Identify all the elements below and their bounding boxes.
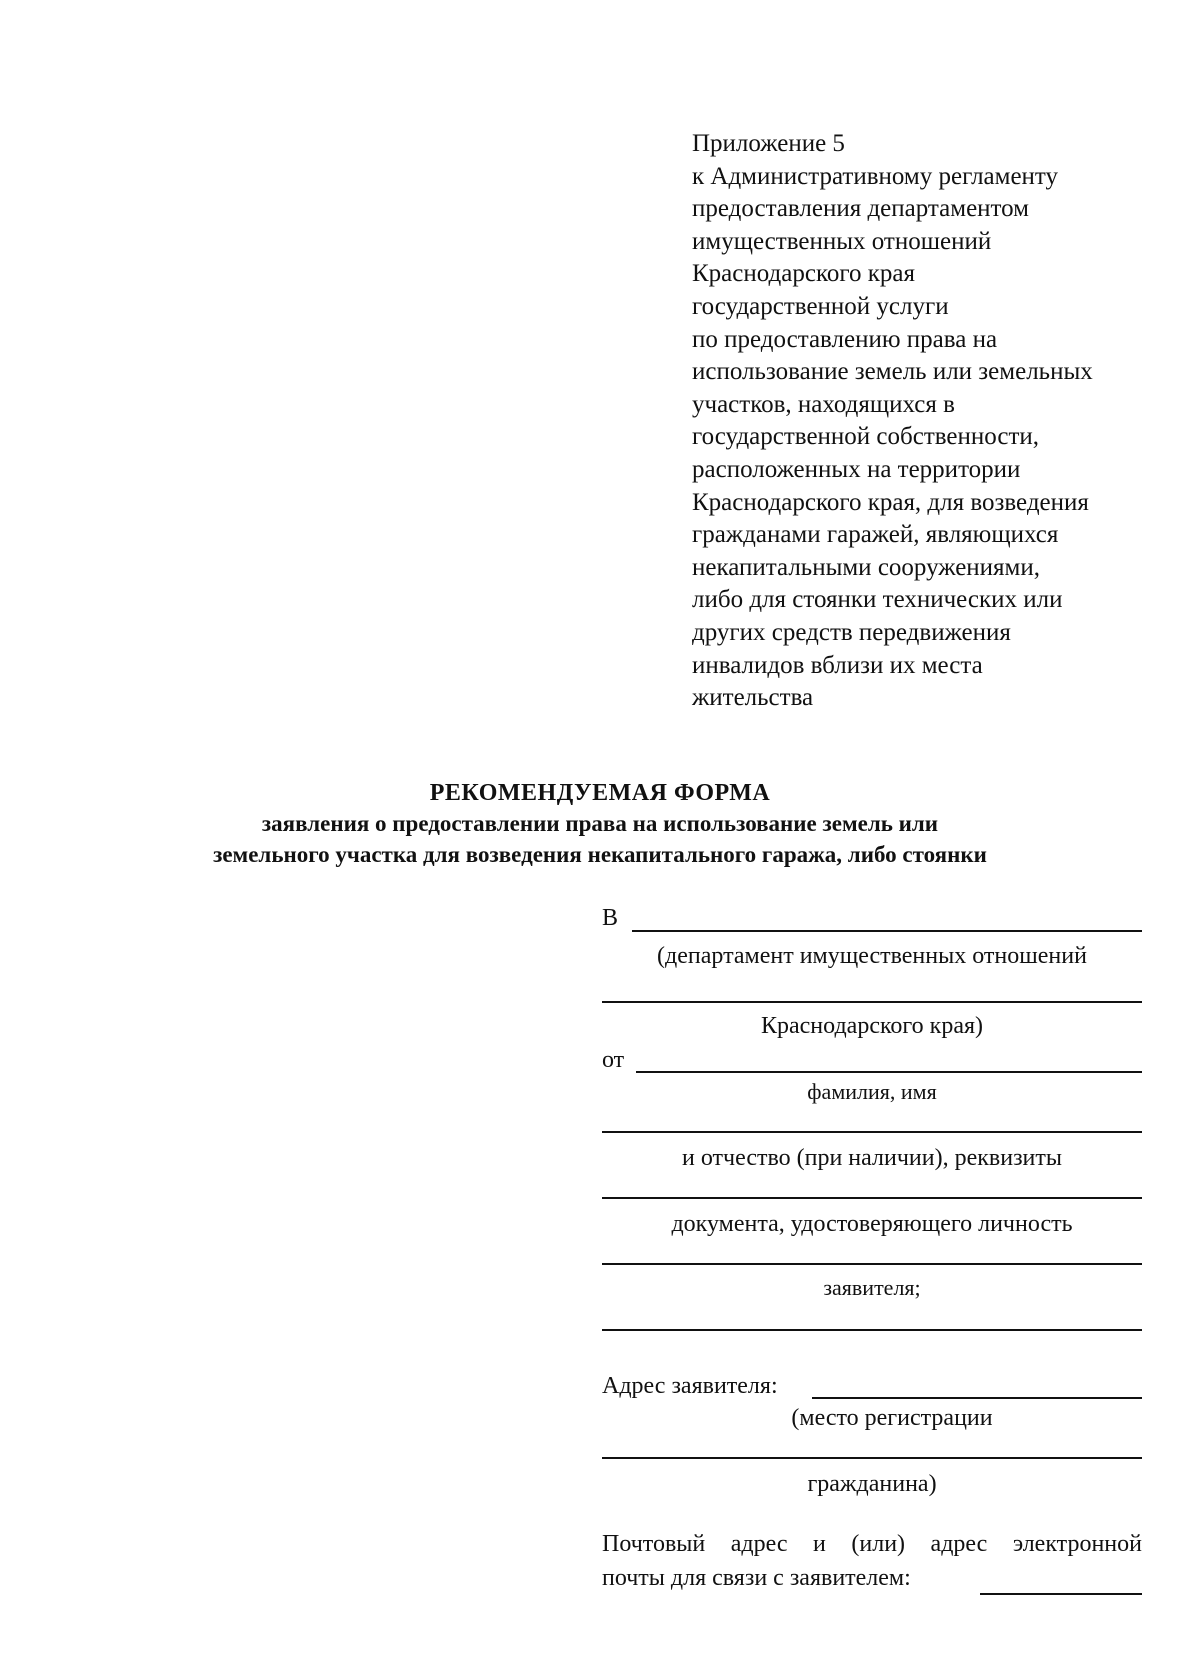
applicant-document-field-line[interactable] bbox=[602, 1329, 1142, 1331]
appendix-line: имущественных отношений bbox=[692, 227, 992, 255]
form-subtitle-line: земельного участка для возведения некапитального гаража, либо стоянки bbox=[213, 842, 987, 867]
appendix-line: других средств передвижения bbox=[692, 618, 1011, 646]
appendix-line: либо для стоянки технических или bbox=[692, 586, 1063, 614]
appendix-line: жительства bbox=[692, 684, 814, 712]
name-hint: документа, удостоверяющего личность bbox=[671, 1211, 1073, 1237]
postal-field-line[interactable] bbox=[980, 1593, 1142, 1595]
applicant-name-field-line[interactable] bbox=[602, 1131, 1142, 1133]
name-hint: заявителя; bbox=[823, 1275, 921, 1300]
appendix-line: предоставления департаментом bbox=[692, 195, 1029, 223]
appendix-line: некапитальными сооружениями, bbox=[692, 553, 1040, 581]
address-hint: (место регистрации bbox=[791, 1405, 993, 1431]
appendix-line: государственной услуги bbox=[692, 292, 949, 320]
appendix-line: к Административному регламенту bbox=[692, 162, 1059, 190]
appendix-line: Краснодарского края, для возведения bbox=[692, 488, 1089, 516]
appendix-line: инвалидов вблизи их места bbox=[692, 651, 983, 679]
from-prefix: от bbox=[602, 1047, 625, 1073]
postal-label-line: Почтовый адрес и (или) адрес электронной bbox=[602, 1531, 1142, 1557]
to-prefix: В bbox=[602, 905, 619, 931]
appendix-line: Приложение 5 bbox=[692, 130, 845, 157]
applicant-document-field-line[interactable] bbox=[602, 1263, 1142, 1265]
form-heading bbox=[0, 778, 1200, 870]
appendix-line: участков, находящихся в bbox=[692, 390, 955, 418]
postal-label-line: почты для связи с заявителем: bbox=[602, 1565, 911, 1591]
appendix-line: гражданами гаражей, являющихся bbox=[692, 521, 1059, 549]
appendix-block bbox=[692, 128, 1162, 715]
address-label: Адрес заявителя: bbox=[602, 1373, 778, 1399]
appendix-line: по предоставлению права на bbox=[692, 325, 998, 353]
form-subtitle-line: заявления о предоставлении права на использование земель или bbox=[261, 811, 939, 836]
postal-address-label bbox=[602, 1527, 1142, 1595]
appendix-line: государственной собственности, bbox=[692, 423, 1040, 451]
recipient-field-line[interactable] bbox=[632, 930, 1142, 932]
appendix-line: Краснодарского края bbox=[692, 260, 915, 288]
address-hint: гражданина) bbox=[807, 1471, 937, 1497]
appendix-line: расположенных на территории bbox=[692, 455, 1021, 483]
address-field-line[interactable] bbox=[602, 1457, 1142, 1459]
name-hint: и отчество (при наличии), реквизиты bbox=[681, 1145, 1063, 1171]
name-hint: фамилия, имя bbox=[807, 1079, 937, 1104]
appendix-line: использование земель или земельных bbox=[692, 358, 1093, 386]
form-title: РЕКОМЕНДУЕМАЯ ФОРМА bbox=[429, 780, 771, 806]
applicant-name-field-line[interactable] bbox=[636, 1071, 1142, 1073]
dept-hint: Краснодарского края) bbox=[760, 1013, 983, 1039]
recipient-field-line[interactable] bbox=[602, 1001, 1142, 1003]
applicant-document-field-line[interactable] bbox=[602, 1197, 1142, 1199]
address-field-line[interactable] bbox=[812, 1397, 1142, 1399]
dept-hint: (департамент имущественных отношений bbox=[657, 943, 1087, 969]
